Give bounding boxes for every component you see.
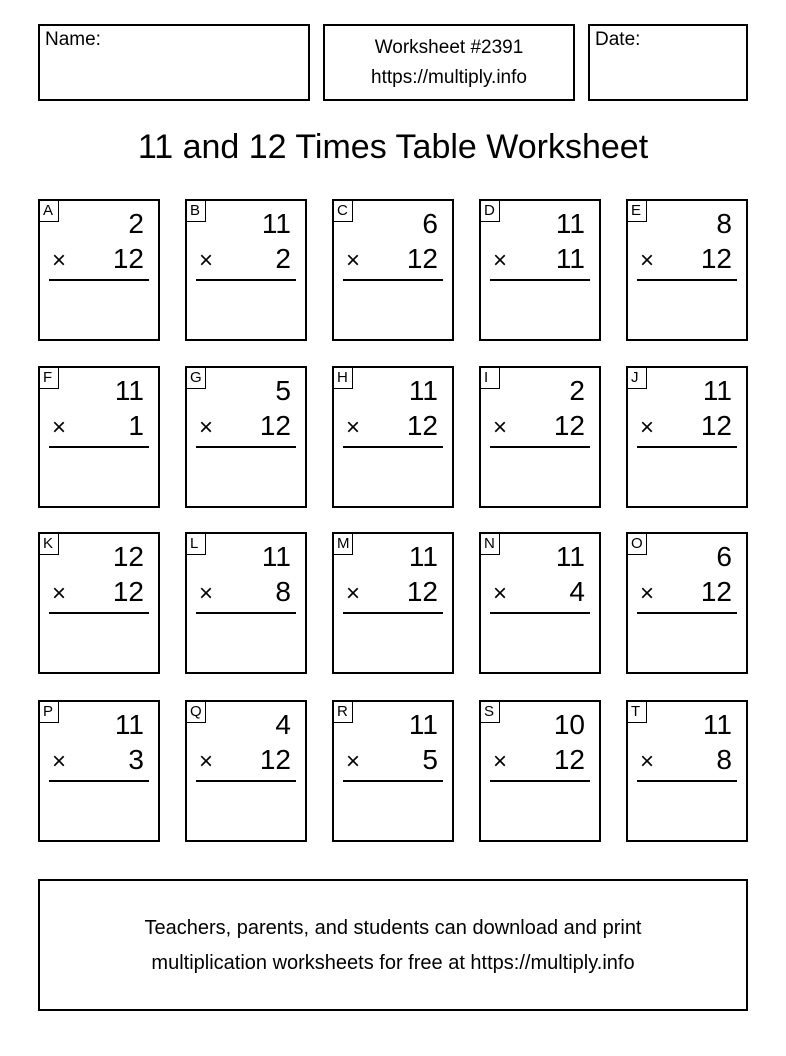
problem-card[interactable]	[38, 366, 160, 508]
multiplicand: 10	[553, 709, 585, 740]
multiplier: 12	[259, 410, 291, 441]
multiplier: 12	[406, 576, 438, 607]
problem-label: F	[39, 367, 59, 389]
problem-card[interactable]	[626, 700, 748, 842]
multiply-sign-icon: ×	[52, 580, 67, 607]
multiply-sign-icon: ×	[52, 247, 67, 274]
multiplicand: 8	[716, 208, 732, 239]
multiplicand: 11	[702, 375, 732, 406]
problem-card[interactable]	[332, 532, 454, 674]
multiplier: 12	[259, 744, 291, 775]
multiplicand: 11	[261, 541, 291, 572]
multiplier: 12	[553, 744, 585, 775]
answer-line	[637, 780, 737, 782]
problem-card[interactable]	[38, 532, 160, 674]
problem-label: J	[627, 367, 647, 389]
multiply-sign-icon: ×	[640, 414, 655, 441]
multiplicand: 11	[408, 541, 438, 572]
multiplier: 12	[406, 243, 438, 274]
answer-line	[637, 279, 737, 281]
problem-card[interactable]	[626, 366, 748, 508]
multiplicand: 11	[555, 208, 585, 239]
answer-line	[343, 612, 443, 614]
problem-card[interactable]	[185, 366, 307, 508]
answer-line	[343, 279, 443, 281]
multiplier: 12	[553, 410, 585, 441]
problem-label: P	[39, 701, 59, 723]
problem-label: H	[333, 367, 353, 389]
multiply-sign-icon: ×	[199, 748, 214, 775]
multiplier: 5	[422, 744, 438, 775]
multiplicand: 2	[569, 375, 585, 406]
multiply-sign-icon: ×	[346, 247, 361, 274]
answer-line	[196, 279, 296, 281]
footer-line-1: Teachers, parents, and students can download and print	[144, 917, 642, 939]
multiply-sign-icon: ×	[199, 580, 214, 607]
problem-label: E	[627, 200, 647, 222]
problem-card[interactable]	[38, 199, 160, 341]
problem-card[interactable]	[38, 700, 160, 842]
multiply-sign-icon: ×	[52, 414, 67, 441]
problem-label: S	[480, 701, 500, 723]
multiplier: 12	[700, 243, 732, 274]
multiply-sign-icon: ×	[346, 748, 361, 775]
answer-line	[490, 612, 590, 614]
multiply-sign-icon: ×	[52, 748, 67, 775]
answer-line	[49, 780, 149, 782]
multiplier: 1	[128, 410, 144, 441]
multiply-sign-icon: ×	[493, 414, 508, 441]
problem-card[interactable]	[479, 199, 601, 341]
answer-line	[343, 780, 443, 782]
problem-label: A	[39, 200, 59, 222]
problem-card[interactable]	[626, 199, 748, 341]
problem-label: T	[627, 701, 647, 723]
page-title: 11 and 12 Times Table Worksheet	[137, 128, 649, 166]
multiplicand: 5	[275, 375, 291, 406]
problem-card[interactable]	[332, 199, 454, 341]
problem-label: D	[480, 200, 500, 222]
multiply-sign-icon: ×	[493, 247, 508, 274]
footer-line-2: multiplication worksheets for free at https://multiply.info	[151, 952, 635, 974]
problem-card[interactable]	[185, 199, 307, 341]
problem-card[interactable]	[185, 532, 307, 674]
problem-label: L	[186, 533, 206, 555]
problem-label: C	[333, 200, 353, 222]
website-url: https://multiply.info	[371, 67, 527, 88]
problem-card[interactable]	[185, 700, 307, 842]
multiplicand: 2	[128, 208, 144, 239]
multiply-sign-icon: ×	[640, 748, 655, 775]
multiplicand: 11	[114, 375, 144, 406]
multiply-sign-icon: ×	[346, 414, 361, 441]
multiply-sign-icon: ×	[493, 580, 508, 607]
multiplicand: 11	[261, 208, 291, 239]
problem-card[interactable]	[479, 366, 601, 508]
answer-line	[49, 612, 149, 614]
multiplier: 2	[275, 243, 291, 274]
multiplicand: 11	[408, 375, 438, 406]
multiplicand: 11	[555, 541, 585, 572]
multiplier: 8	[716, 744, 732, 775]
multiply-sign-icon: ×	[199, 414, 214, 441]
multiply-sign-icon: ×	[199, 247, 214, 274]
problem-card[interactable]	[626, 532, 748, 674]
multiplicand: 6	[422, 208, 438, 239]
answer-line	[196, 612, 296, 614]
multiply-sign-icon: ×	[346, 580, 361, 607]
multiplier: 12	[700, 410, 732, 441]
name-label: Name:	[45, 29, 101, 50]
multiplicand: 12	[112, 541, 144, 572]
multiplier: 3	[128, 744, 144, 775]
problem-label: I	[480, 367, 500, 389]
multiplier: 11	[555, 243, 585, 274]
problem-label: G	[186, 367, 206, 389]
worksheet-number: Worksheet #2391	[374, 37, 524, 58]
problem-label: N	[480, 533, 500, 555]
multiplier: 8	[275, 576, 291, 607]
problem-card[interactable]	[332, 700, 454, 842]
answer-line	[637, 612, 737, 614]
answer-line	[490, 279, 590, 281]
problem-label: R	[333, 701, 353, 723]
problem-card[interactable]	[479, 532, 601, 674]
multiplier: 12	[112, 576, 144, 607]
answer-line	[49, 446, 149, 448]
answer-line	[196, 780, 296, 782]
multiplicand: 11	[114, 709, 144, 740]
answer-line	[196, 446, 296, 448]
problem-label: Q	[186, 701, 206, 723]
date-label: Date:	[595, 29, 641, 50]
footer-box	[38, 879, 748, 1011]
multiplicand: 4	[275, 709, 291, 740]
multiply-sign-icon: ×	[493, 748, 508, 775]
multiplicand: 6	[716, 541, 732, 572]
multiplier: 12	[406, 410, 438, 441]
multiplier: 12	[700, 576, 732, 607]
problem-label: M	[333, 533, 353, 555]
multiplicand: 11	[702, 709, 732, 740]
answer-line	[49, 279, 149, 281]
multiplier: 4	[569, 576, 585, 607]
problem-label: K	[39, 533, 59, 555]
answer-line	[343, 446, 443, 448]
answer-line	[637, 446, 737, 448]
problem-card[interactable]	[479, 700, 601, 842]
multiplier: 12	[112, 243, 144, 274]
multiplicand: 11	[408, 709, 438, 740]
multiply-sign-icon: ×	[640, 247, 655, 274]
answer-line	[490, 780, 590, 782]
answer-line	[490, 446, 590, 448]
multiply-sign-icon: ×	[640, 580, 655, 607]
problem-label: O	[627, 533, 647, 555]
problem-label: B	[186, 200, 206, 222]
problem-card[interactable]	[332, 366, 454, 508]
